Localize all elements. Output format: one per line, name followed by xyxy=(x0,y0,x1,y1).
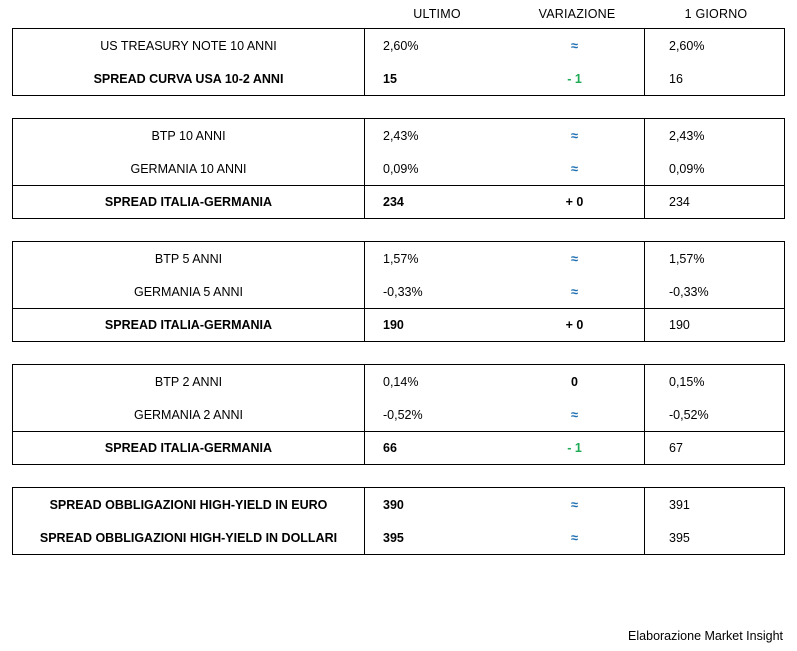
variation-value: ≈ xyxy=(570,497,579,512)
cell-1-giorno: -0,52% xyxy=(669,407,709,422)
cell-ultimo: 15 xyxy=(383,71,397,86)
variation-value: ≈ xyxy=(570,407,579,422)
table-row xyxy=(13,431,784,464)
table-row xyxy=(13,152,784,185)
cell-1-giorno: 391 xyxy=(669,497,690,512)
row-label: GERMANIA 10 ANNI xyxy=(13,152,365,185)
table-block xyxy=(12,241,785,342)
cell-variazione xyxy=(505,152,645,185)
row-label: SPREAD OBBLIGAZIONI HIGH-YIELD IN DOLLARI xyxy=(13,521,365,554)
cell-1-giorno: -0,33% xyxy=(669,284,709,299)
table-block xyxy=(12,28,785,96)
variation-value: + 0 xyxy=(565,195,584,209)
variation-value: ≈ xyxy=(570,530,579,545)
table-blocks-container xyxy=(12,28,785,555)
table-row xyxy=(13,398,784,431)
cell-ultimo: 0,09% xyxy=(383,161,419,176)
cell-ultimo: -0,33% xyxy=(383,284,423,299)
row-label: BTP 5 ANNI xyxy=(13,242,365,275)
table-block xyxy=(12,487,785,555)
row-label: US TREASURY NOTE 10 ANNI xyxy=(13,29,365,62)
cell-ultimo: 395 xyxy=(383,530,404,545)
cell-1-giorno: 16 xyxy=(669,71,683,86)
variation-value: ≈ xyxy=(570,38,579,53)
table-row xyxy=(13,275,784,308)
cell-ultimo: -0,52% xyxy=(383,407,423,422)
row-label: BTP 2 ANNI xyxy=(13,365,365,398)
cell-variazione xyxy=(505,309,645,341)
variation-value: ≈ xyxy=(570,128,579,143)
cell-variazione xyxy=(505,242,645,275)
cell-ultimo: 2,60% xyxy=(383,38,419,53)
variation-value: ≈ xyxy=(570,284,579,299)
row-label: GERMANIA 2 ANNI xyxy=(13,398,365,431)
variation-value: + 0 xyxy=(565,318,584,332)
cell-variazione xyxy=(505,521,645,554)
cell-1-giorno: 0,15% xyxy=(669,374,705,389)
row-label: SPREAD ITALIA-GERMANIA xyxy=(13,186,365,218)
cell-1-giorno: 2,60% xyxy=(669,38,705,53)
table-block xyxy=(12,364,785,465)
cell-variazione xyxy=(505,62,645,95)
table-row xyxy=(13,185,784,218)
cell-ultimo: 390 xyxy=(383,497,404,512)
cell-1-giorno: 395 xyxy=(669,530,690,545)
cell-ultimo: 0,14% xyxy=(383,374,419,389)
row-label: SPREAD ITALIA-GERMANIA xyxy=(13,432,365,464)
cell-1-giorno: 2,43% xyxy=(669,128,705,143)
table-header-row xyxy=(12,0,785,28)
cell-variazione xyxy=(505,119,645,152)
table-row xyxy=(13,29,784,62)
row-label: SPREAD ITALIA-GERMANIA xyxy=(13,309,365,341)
cell-ultimo: 1,57% xyxy=(383,251,419,266)
cell-variazione xyxy=(505,365,645,398)
cell-1-giorno: 1,57% xyxy=(669,251,705,266)
cell-ultimo: 234 xyxy=(383,195,404,209)
row-label: SPREAD OBBLIGAZIONI HIGH-YIELD IN EURO xyxy=(13,488,365,521)
column-header-1-giorno: 1 GIORNO xyxy=(684,7,748,21)
cell-1-giorno: 0,09% xyxy=(669,161,705,176)
cell-1-giorno: 67 xyxy=(669,441,683,455)
table-block xyxy=(12,118,785,219)
cell-ultimo: 66 xyxy=(383,441,397,455)
table-row xyxy=(13,521,784,554)
cell-ultimo: 190 xyxy=(383,318,404,332)
table-row xyxy=(13,365,784,398)
cell-variazione xyxy=(505,432,645,464)
table-row xyxy=(13,242,784,275)
column-header-variazione: VARIAZIONE xyxy=(538,7,616,21)
variation-value: ≈ xyxy=(570,161,579,176)
cell-variazione xyxy=(505,488,645,521)
row-label: SPREAD CURVA USA 10-2 ANNI xyxy=(13,62,365,95)
variation-value: - 1 xyxy=(567,71,582,86)
row-label: GERMANIA 5 ANNI xyxy=(13,275,365,308)
cell-1-giorno: 190 xyxy=(669,318,690,332)
cell-variazione xyxy=(505,29,645,62)
table-row xyxy=(13,62,784,95)
table-row xyxy=(13,308,784,341)
cell-ultimo: 2,43% xyxy=(383,128,419,143)
cell-variazione xyxy=(505,186,645,218)
footer-credit: Elaborazione Market Insight xyxy=(628,629,783,643)
row-label: BTP 10 ANNI xyxy=(13,119,365,152)
variation-value: 0 xyxy=(571,374,578,389)
cell-variazione xyxy=(505,398,645,431)
cell-variazione xyxy=(505,275,645,308)
cell-1-giorno: 234 xyxy=(669,195,690,209)
table-row xyxy=(13,488,784,521)
variation-value: - 1 xyxy=(567,441,582,455)
variation-value: ≈ xyxy=(570,251,579,266)
column-header-ultimo: ULTIMO xyxy=(413,7,461,21)
table-row xyxy=(13,119,784,152)
